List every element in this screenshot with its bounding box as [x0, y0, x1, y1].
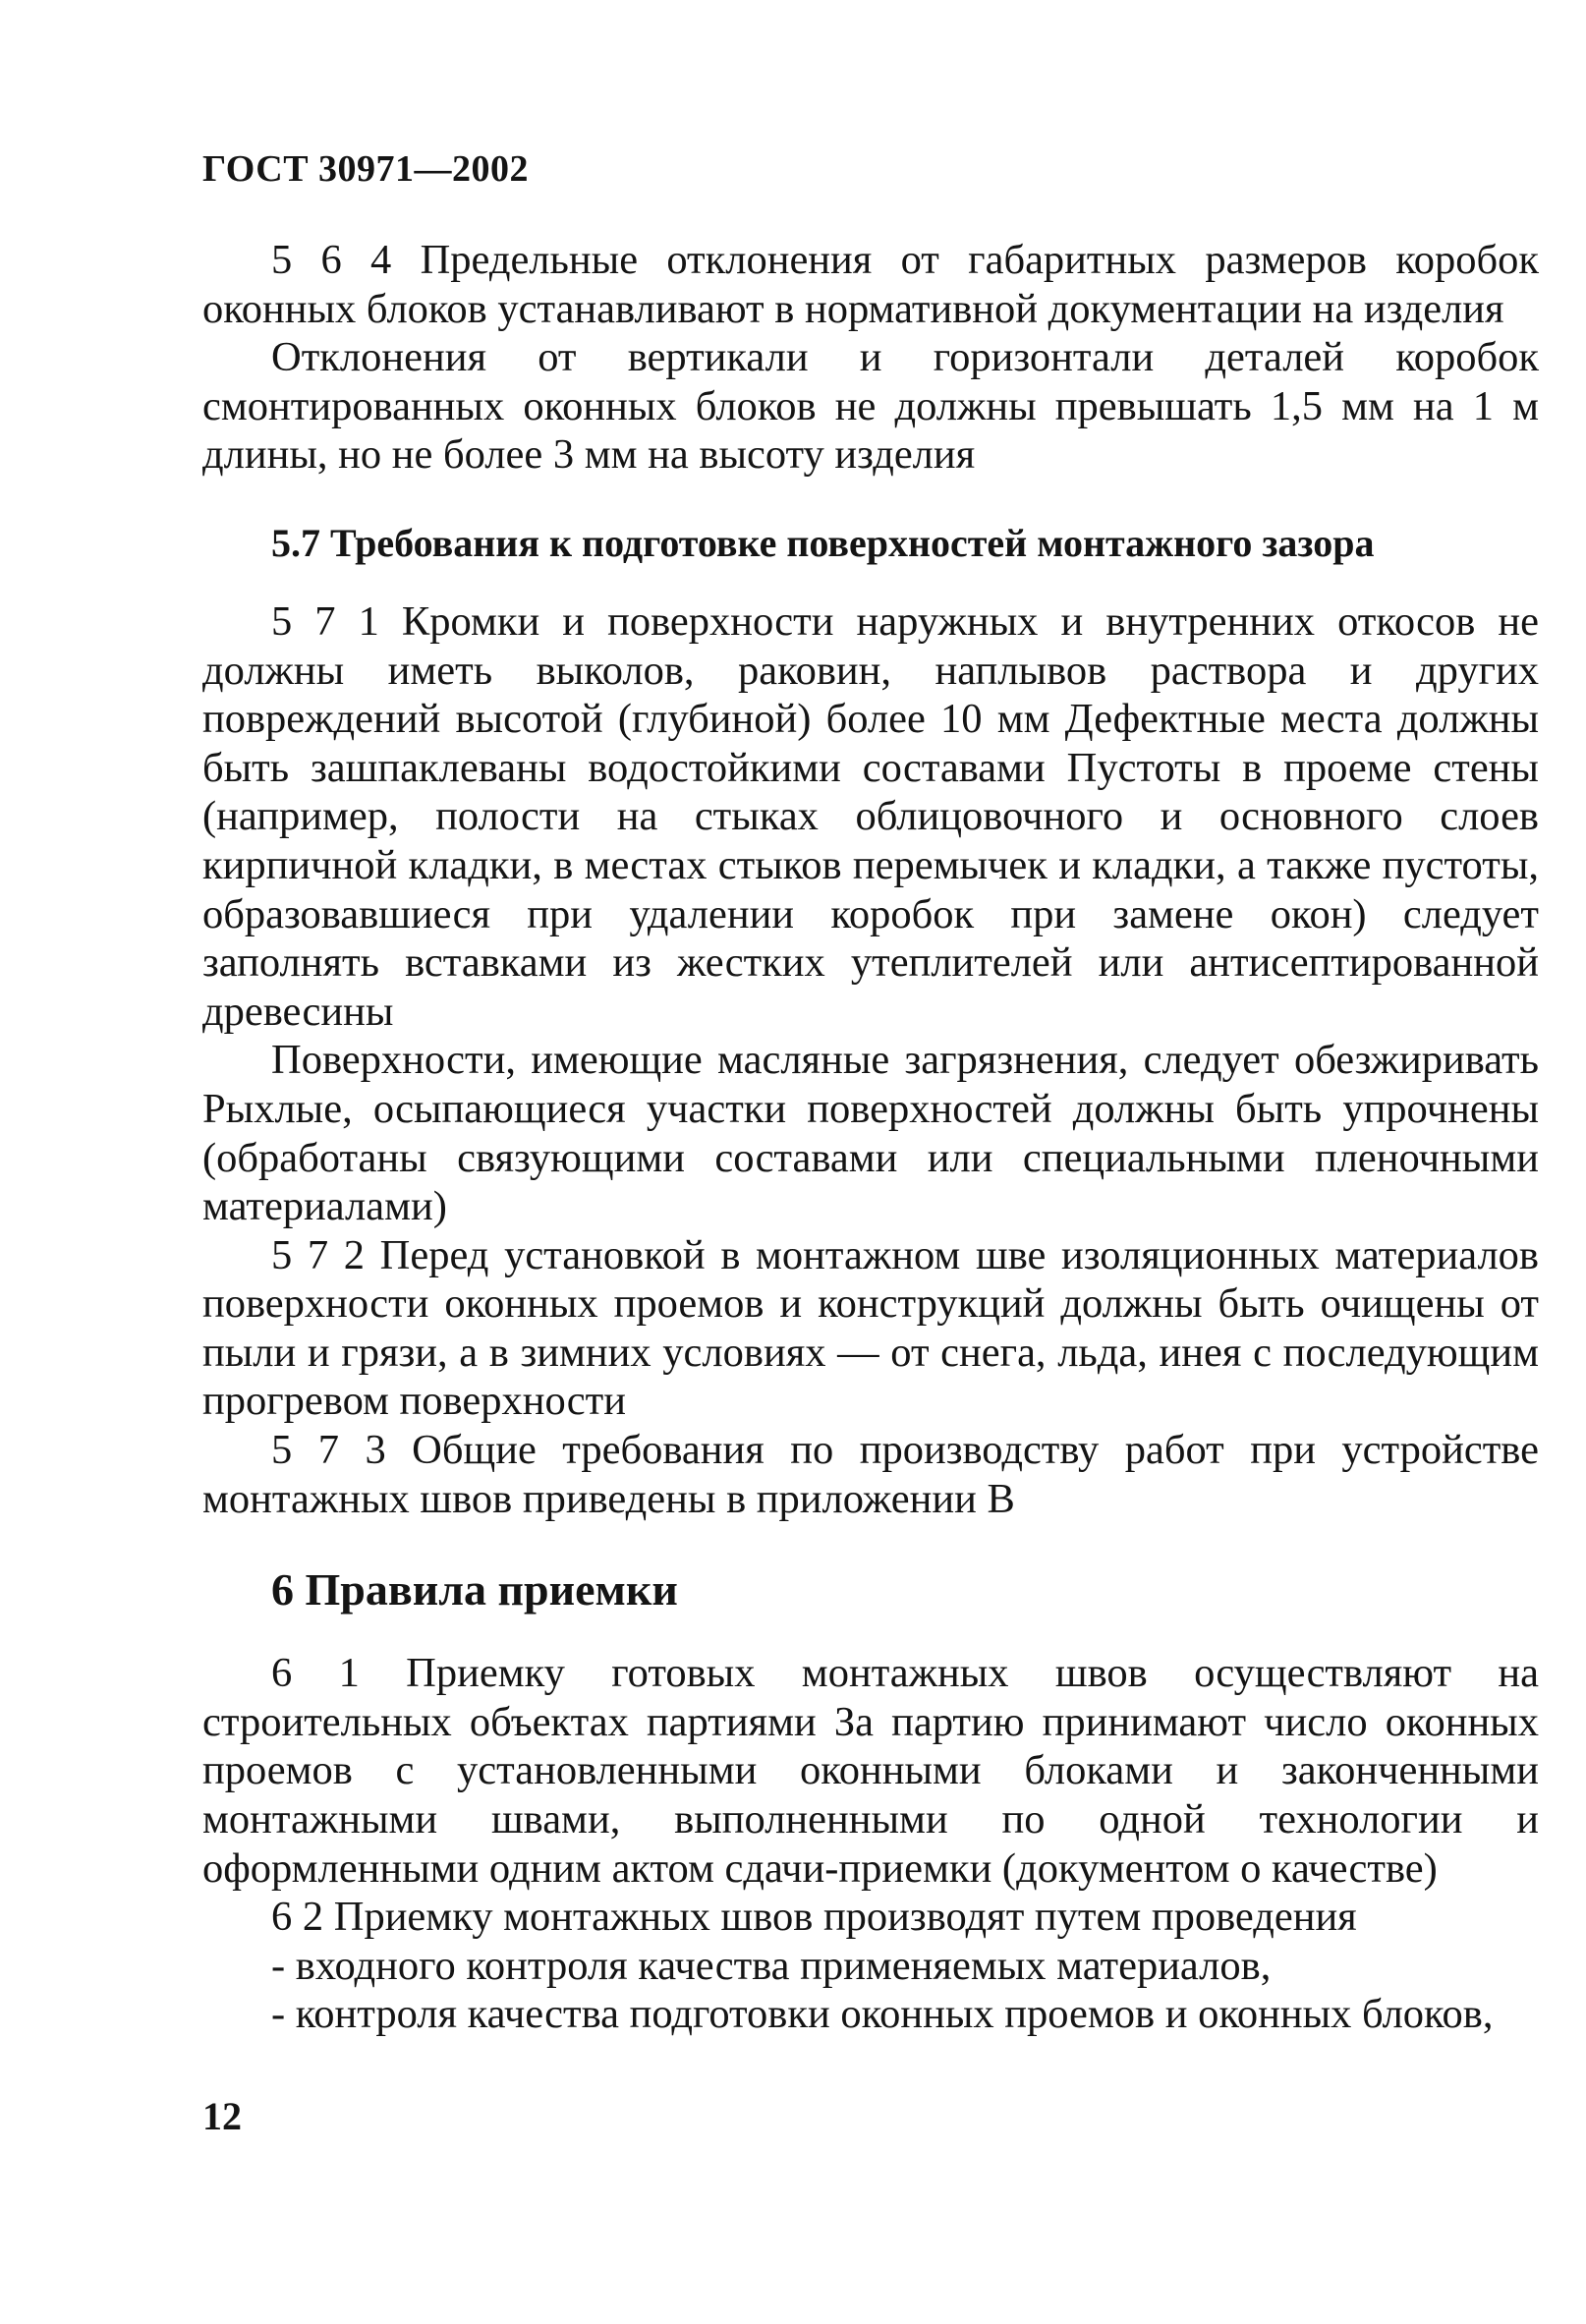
- section-heading-5-7: 5.7 Требования к подготовке поверхностей монтажного зазора: [271, 520, 1375, 565]
- paragraph-5-7-1-continued: Поверхности, имеющие масляные загрязнения, следует обезжиривать Рыхлые, осыпающиеся участки поверхностей должны быть упрочнены (обработаны связующими составами или специальными пленочными материалами): [202, 1037, 1539, 1230]
- paragraph-5-6-4-continued: Отклонения от вертикали и горизонтали деталей коробок смонтированных оконных блоков не должны превышать 1,5 мм на 1 м длины, но не более 3 мм на высоту изделия: [202, 334, 1539, 479]
- paragraph-6-1: 6 1 Приемку готовых монтажных швов осуществляют на строительных объектах партиями За партию принимают число оконных проемов с установленными оконными блоками и законченными монтажными швами, выполненными по одной технологии и оформленными одним актом сдачи-приемки (документом о качестве): [202, 1650, 1539, 1892]
- list-item-input-control: - входного контроля качества применяемых материалов,: [271, 1942, 1272, 1989]
- paragraph-5-7-3: 5 7 3 Общие требования по производству работ при устройстве монтажных швов приведены в приложении В: [202, 1427, 1539, 1522]
- document-code-header: ГОСТ 30971—2002: [202, 148, 530, 190]
- paragraph-5-7-1: 5 7 1 Кромки и поверхности наружных и внутренних откосов не должны иметь выколов, раковин, наплывов раствора и других повреждений высотой (глубиной) более 10 мм Дефектные места должны быть зашпаклеваны водостойкими составами Пустоты в проеме стены (например, полости на стыках облицовочного и основного слоев кирпичной кладки, в местах стыков перемычек и кладки, а также пустоты, образовавшиеся при удалении коробок при замене окон) следует заполнять вставками из жестких утеплителей или антисептированной древесины: [202, 597, 1539, 1035]
- paragraph-5-7-2: 5 7 2 Перед установкой в монтажном шве изоляционных материалов поверхности оконных проемов и конструкций должны быть очищены от пыли и грязи, а в зимних условиях — от снега, льда, инея с последующим прогревом поверхности: [202, 1231, 1539, 1425]
- paragraph-6-2: 6 2 Приемку монтажных швов производят путем проведения: [271, 1894, 1357, 1941]
- section-heading-6: 6 Правила приемки: [271, 1564, 678, 1615]
- document-page: [202, 147, 1539, 2039]
- list-item-preparation-control: - контроля качества подготовки оконных проемов и оконных блоков,: [271, 1991, 1494, 2038]
- paragraph-5-6-4: 5 6 4 Предельные отклонения от габаритных размеров коробок оконных блоков устанавливают в нормативной документации на изделия: [202, 237, 1539, 332]
- page-number: 12: [202, 2094, 242, 2138]
